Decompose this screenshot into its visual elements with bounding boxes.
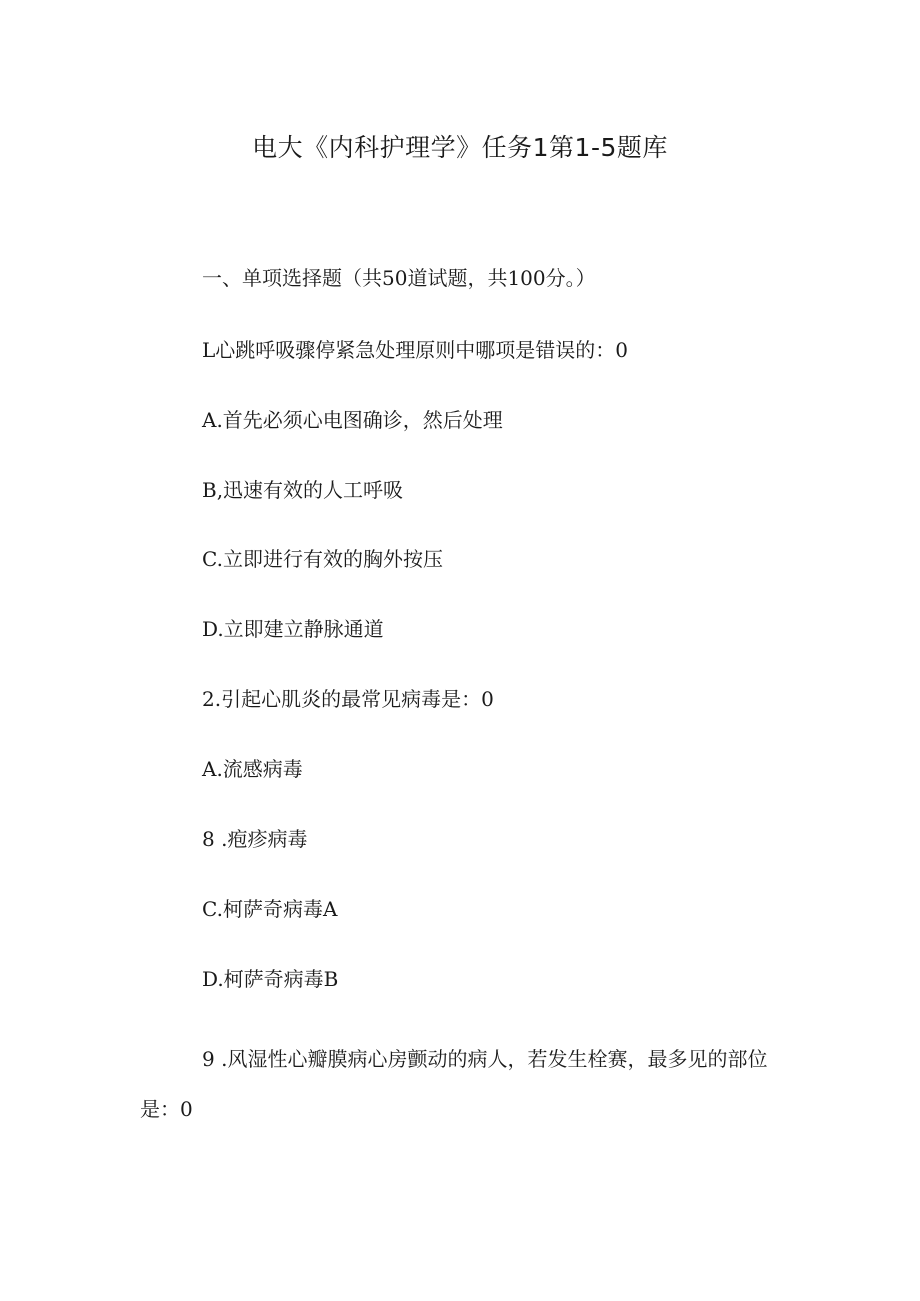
question-option: 8 .疱疹病毒 (202, 827, 308, 851)
question-stem: 9 .风湿性心瓣膜病心房颤动的病人，若发生栓赛，最多见的部位是：0 (140, 1047, 768, 1121)
section-heading: 一、单项选择题（共50道试题，共100分。） (202, 266, 596, 290)
question-stem: L心跳呼吸骤停紧急处理原则中哪项是错误的：0 (202, 338, 629, 362)
question-option: D.柯萨奇病毒B (202, 967, 339, 991)
question-option: C.柯萨奇病毒A (202, 897, 338, 921)
question-option: A.首先必须心电图确诊，然后处理 (202, 408, 503, 432)
document-title: 电大《内科护理学》任务1第1-5题库 (252, 133, 668, 162)
question-option: D.立即建立静脉通道 (202, 617, 384, 641)
question-stem: 2.引起心肌炎的最常见病毒是：0 (202, 687, 494, 711)
question-option: A.流感病毒 (202, 757, 303, 781)
question-option: C.立即进行有效的胸外按压 (202, 547, 443, 571)
question-option: B,迅速有效的人工呼吸 (202, 478, 404, 502)
